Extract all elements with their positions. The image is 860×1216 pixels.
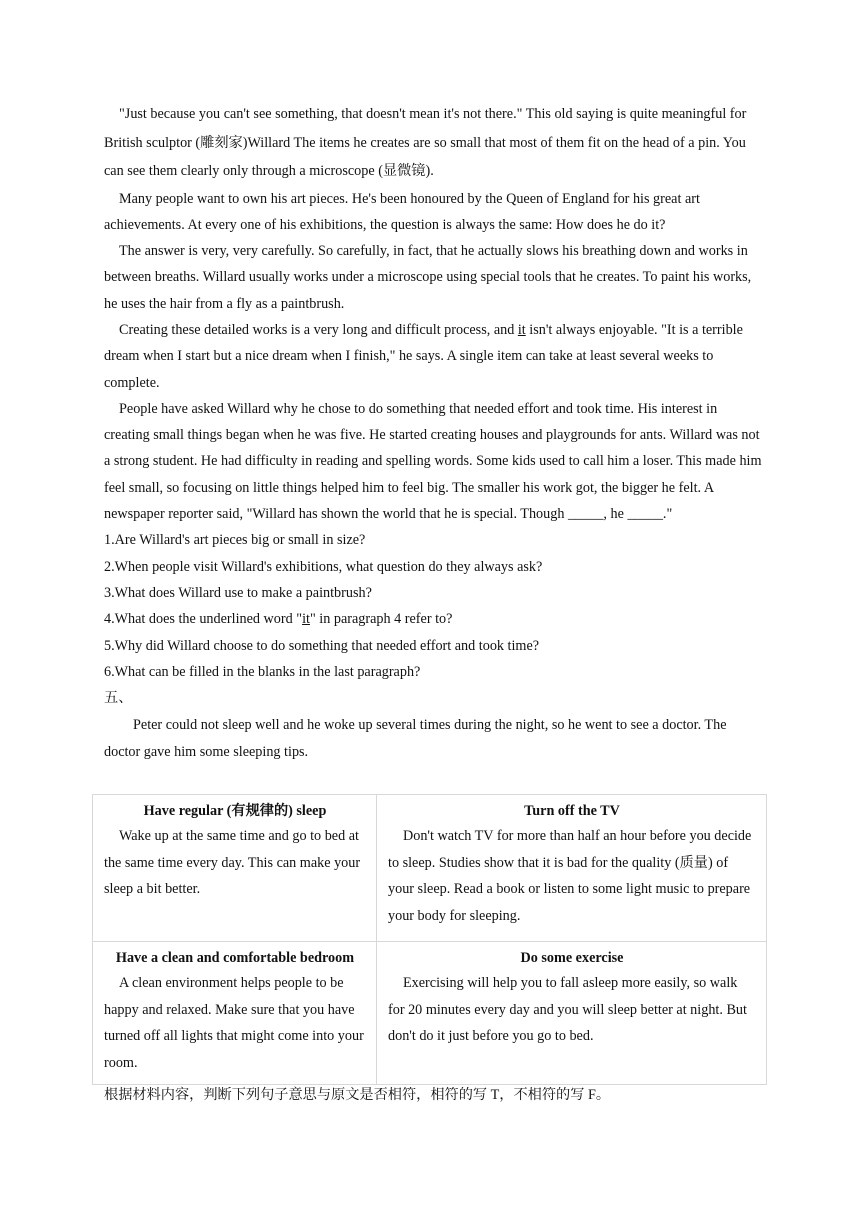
tip-cell-clean-bedroom — [93, 942, 377, 1085]
reading-passage — [104, 100, 764, 765]
question-4 — [104, 606, 764, 632]
tip-body: A clean environment helps people to be happy and relaxed. Make sure that you have turned off all lights that might come into your room. — [104, 975, 364, 1071]
task-instruction: 根据材料内容，判断下列句子意思与原文是否相符，相符的写 T，不相符的写 F。 — [104, 1087, 611, 1103]
question-5: 5.Why did Willard choose to do something that needed effort and took time? — [104, 637, 540, 654]
tip-body: Don't watch TV for more than half an hour before you decide to sleep. Studies show that it is bad for the quality (质量) of your sleep. Read a book or listen to some light music to prepare your body for sleeping. — [388, 828, 752, 924]
tip-cell-turn-off-tv — [377, 795, 767, 942]
question-4-underlined-it: it — [302, 611, 310, 628]
question-3: 3.What does Willard use to make a paintbrush? — [104, 584, 372, 601]
tip-title: Have regular (有规律的) sleep — [143, 803, 327, 819]
table-row — [93, 795, 767, 942]
paragraph-4 — [104, 317, 764, 396]
paragraph-1: "Just because you can't see something, that doesn't mean it's not there." This old saying is quite meaningful for British sculptor (雕刻家)Willard The items he creates are so small that most of them fit on the head of a pin. You can see them clearly only through a microscope (显微镜). — [104, 106, 747, 179]
paragraph-4-text-a: Creating these detailed works is a very long and difficult process, and — [119, 321, 518, 338]
paragraph-5: People have asked Willard why he chose to do something that needed effort and took time. His interest in creating small things began when he was five. He started creating houses and playgrounds for ants. Willard was not a strong student. He had difficulty in reading and spelling words. Some kids used to call him a loser. This made him feel small, so focusing on little things helped him to feel big. The smaller his work got, the bigger he felt. A newspaper reporter said, "Willard has shown the world that he is special. Though _____, he _____." — [104, 400, 762, 523]
paragraph-3: The answer is very, very carefully. So carefully, in fact, that he actually slows his breathing down and works in between breaths. Willard usually works under a microscope using special tools that he creates. To paint his works, he uses the hair from a fly as a paintbrush. — [104, 243, 752, 312]
section-intro: Peter could not sleep well and he woke up several times during the night, so he went to see a doctor. The doctor gave him some sleeping tips. — [104, 717, 727, 760]
tip-cell-regular-sleep — [93, 795, 377, 942]
tip-title: Have a clean and comfortable bedroom — [115, 950, 355, 966]
sleeping-tips-table — [92, 794, 767, 1085]
paragraph-4-text-b: isn't always enjoyable. "It is a terrible dream when I start but a nice dream when I finish," he says. A single item can take at least several weeks to complete. — [104, 321, 743, 391]
tip-title: Turn off the TV — [524, 803, 620, 819]
tip-title: Do some exercise — [520, 950, 624, 966]
question-6: 6.What can be filled in the blanks in the last paragraph? — [104, 663, 421, 680]
tip-body: Wake up at the same time and go to bed at the same time every day. This can make your sleep a bit better. — [104, 828, 361, 897]
tip-body: Exercising will help you to fall asleep more easily, so walk for 20 minutes every day and you will sleep better at night. But don't do it just before you go to bed. — [388, 975, 747, 1044]
table-row — [93, 942, 767, 1085]
section-label: 五、 — [104, 690, 133, 707]
question-2: 2.When people visit Willard's exhibitions, what question do they always ask? — [104, 558, 543, 575]
tip-cell-exercise — [377, 942, 767, 1085]
underlined-word-it: it — [517, 321, 526, 338]
question-1: 1.Are Willard's art pieces big or small in size? — [104, 532, 366, 549]
question-4-text-b: " in paragraph 4 refer to? — [309, 611, 453, 628]
question-4-text-a: 4.What does the underlined word " — [104, 611, 303, 628]
paragraph-2: Many people want to own his art pieces. He's been honoured by the Queen of England for his great art achievements. At every one of his exhibitions, the question is always the same: How does he do it? — [104, 190, 700, 233]
